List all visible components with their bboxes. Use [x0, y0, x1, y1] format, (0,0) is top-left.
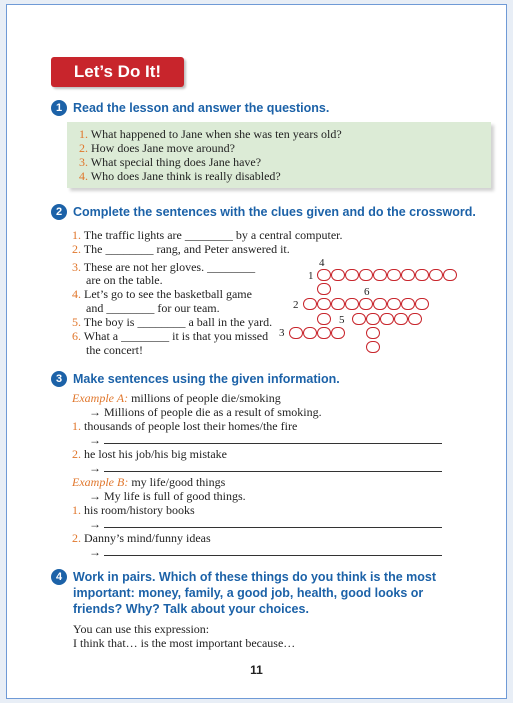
section-2-heading [51, 204, 476, 220]
example-a-answer: → Millions of people die as a result of smoking. [89, 405, 322, 419]
example-b-answer: → My life is full of good things. [89, 489, 246, 503]
crossword-cell[interactable] [387, 298, 401, 310]
crossword-cell[interactable] [394, 313, 408, 325]
sentence-6: 6. What a ________ it is that you missed [72, 329, 269, 343]
crossword-cell[interactable] [359, 298, 373, 310]
section-2-number: 2 [51, 204, 67, 220]
expression-text: I think that… is the most important because… [73, 636, 296, 650]
sentence-1: 1. The traffic lights are ________ by a central computer. [72, 228, 343, 242]
crossword-number-4: 4 [319, 257, 325, 269]
sentence-6-cont: the concert! [86, 343, 143, 357]
crossword-cell[interactable] [317, 269, 331, 281]
crossword-cell[interactable] [289, 327, 303, 339]
sentence-5: 5. The boy is ________ a ball in the yard. [72, 315, 273, 329]
section-1-number: 1 [51, 100, 67, 116]
lets-do-it-banner: Let’s Do It! [51, 57, 184, 87]
crossword-cell[interactable] [415, 298, 429, 310]
sentence-3-cont: are on the table. [86, 273, 163, 287]
crossword-cell[interactable] [373, 269, 387, 281]
crossword-cell[interactable] [303, 327, 317, 339]
section-4-heading [51, 569, 436, 617]
questions-box [67, 122, 491, 188]
answer-line-a1[interactable]: → [89, 433, 442, 447]
example-a: Example A: millions of people die/smoking [72, 391, 281, 405]
crossword-number-5: 5 [339, 314, 345, 326]
answer-line-b2[interactable]: → [89, 545, 442, 559]
section-3-number: 3 [51, 371, 67, 387]
question-1: 1. What happened to Jane when she was ten years old? [79, 127, 342, 141]
item-a1: 1. thousands of people lost their homes/the fire [72, 419, 298, 433]
crossword-cell[interactable] [331, 327, 345, 339]
answer-line-a2[interactable]: → [89, 461, 442, 475]
item-b2: 2. Danny’s mind/funny ideas [72, 531, 211, 545]
question-4: 4. Who does Jane think is really disabled? [79, 169, 281, 183]
crossword-cell[interactable] [345, 298, 359, 310]
crossword-cell[interactable] [380, 313, 394, 325]
section-1-heading [51, 100, 329, 116]
sentence-4-cont: and ________ for our team. [86, 301, 220, 315]
crossword-cell[interactable] [408, 313, 422, 325]
crossword-cell[interactable] [401, 269, 415, 281]
section-3-heading [51, 371, 340, 387]
section-4-title: Work in pairs. Which of these things do you think is the most important: money, family, a good job, health, good looks or friends? Why? Talk about your choices. [73, 570, 436, 616]
question-3: 3. What special thing does Jane have? [79, 155, 262, 169]
crossword-cell[interactable] [317, 327, 331, 339]
item-a2: 2. he lost his job/his big mistake [72, 447, 227, 461]
section-2-title: Complete the sentences with the clues given and do the crossword. [73, 205, 476, 219]
example-b: Example B: my life/good things [72, 475, 226, 489]
crossword-number-2: 2 [293, 299, 299, 311]
crossword-cell[interactable] [317, 283, 331, 295]
crossword-cell[interactable] [331, 298, 345, 310]
crossword-cell[interactable] [366, 327, 380, 339]
crossword-number-3: 3 [279, 327, 285, 339]
expression-intro: You can use this expression: [73, 622, 210, 636]
crossword-cell[interactable] [373, 298, 387, 310]
section-3-title: Make sentences using the given information. [73, 372, 340, 386]
crossword-cell[interactable] [401, 298, 415, 310]
crossword-cell[interactable] [366, 341, 380, 353]
sentence-2: 2. The ________ rang, and Peter answered it. [72, 242, 290, 256]
item-b1: 1. his room/history books [72, 503, 195, 517]
crossword-cell[interactable] [345, 269, 359, 281]
section-1-title: Read the lesson and answer the questions. [73, 101, 330, 115]
answer-line-b1[interactable]: → [89, 517, 442, 531]
crossword-number-6: 6 [364, 286, 370, 298]
section-4-number: 4 [51, 569, 67, 585]
crossword-cell[interactable] [415, 269, 429, 281]
crossword-cell[interactable] [317, 313, 331, 325]
crossword-cell[interactable] [303, 298, 317, 310]
question-2: 2. How does Jane move around? [79, 141, 235, 155]
textbook-page [6, 4, 507, 699]
crossword-cell[interactable] [331, 269, 345, 281]
crossword-number-1: 1 [308, 270, 314, 282]
crossword-cell[interactable] [352, 313, 366, 325]
page-number: 11 [250, 663, 263, 677]
sentence-4: 4. Let’s go to see the basketball game [72, 287, 252, 301]
crossword-cell[interactable] [429, 269, 443, 281]
crossword-cell[interactable] [366, 313, 380, 325]
crossword-cell[interactable] [317, 298, 331, 310]
crossword-cell[interactable] [443, 269, 457, 281]
crossword-cell[interactable] [359, 269, 373, 281]
sentence-3: 3. These are not her gloves. ________ [72, 260, 256, 274]
crossword-cell[interactable] [387, 269, 401, 281]
